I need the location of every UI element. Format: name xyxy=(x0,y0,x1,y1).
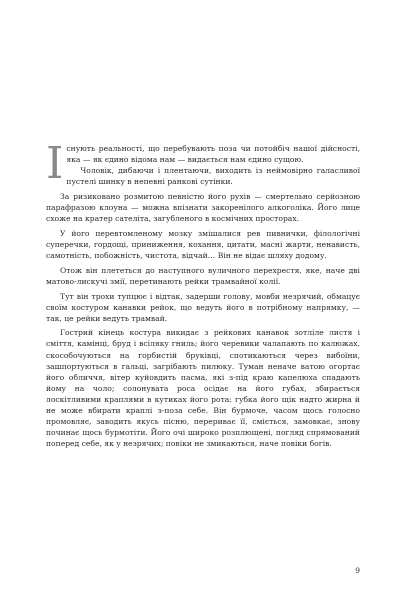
drop-cap: І xyxy=(46,138,64,189)
paragraph-2: Чоловік, дибаючи і плентаючи, виходить із неймовірно галасливої пустелі шинку в непевні ранкові сутінки. xyxy=(66,166,360,187)
paragraph-4: У його перевтомленому мозку змішалися рев пивнички, філологічні суперечки, гордощі, приниження, кохання, цитати, масні жарти, ненависть, самотність, побожність, чистота, відчай… Він не відає шляху додому. xyxy=(46,228,360,261)
paragraph-1-text: снують реальності, що перебувають поза чи потойбіч нашої дійсності, яка — як єдино відома нам — видається нам єдино сущою. xyxy=(66,144,360,165)
body-text xyxy=(46,138,360,449)
page-number: 9 xyxy=(355,566,360,575)
paragraph-6: Тут він трохи тупцює і відтак, задерши голову, мовби незрячий, обмацує своїм костуром канавки рейок, що ведуть його в потрібному напрямку, — так, це рейки ведуть трамвай. xyxy=(46,291,360,323)
paragraph-5: Отож він плететься до наступного вуличного перехрестя, яке, наче дві матово-лискучі змії, перетинають рейки трамвайної колії. xyxy=(46,265,360,286)
paragraph-7: Гострий кінець костура викидає з рейкових канавок зотліле листя і сміття, камінці, бруд і всіляку гниль; його черевики чалапають по калюжах, скособочуються на горбистій бруківці, спотикаються через вибоїни, зашпортуються в гальці, загрібають пилюку. Туман неначе ватою огортає його обличчя, вітер куйовдить пасма, які з-під краю капелюха спадають йому на чоло; солонувата роса осідає на його губах, збирається лоскітливими краплями в кутиках його рота: губка його щік надто жирна й не може вбирати краплі з-поза себе. Він бурмоче, часом щось голосно промовляє, заводить якусь пісню, перериває її, сміється, замовкає, знову починає щось бурмотіти. Його очі широко розплющені, погляд спрямований поперед себе, як у незрячих; повіки не змикаються, наче повіки богів. xyxy=(46,328,360,449)
paragraph-3: За ризиковано розмитою певністю його рухів — смертельно серйозною парафразою клоуна — можна впізнати закоренілого алкоголіка. Його лице схоже на кратер сателіта, загубленого в космічних просторах. xyxy=(46,191,360,224)
